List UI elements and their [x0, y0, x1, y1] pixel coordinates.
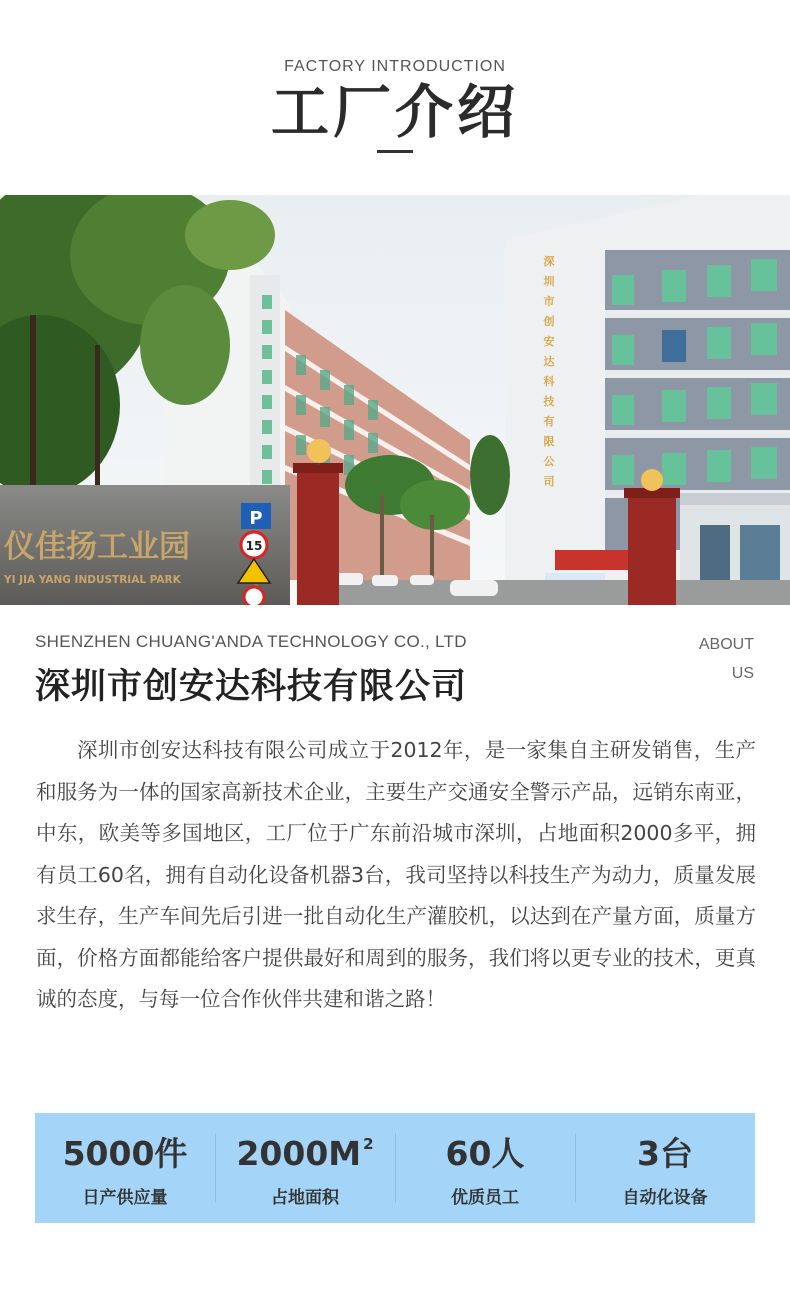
svg-text:15: 15: [245, 539, 263, 553]
svg-text:限: 限: [543, 435, 555, 448]
svg-text:科: 科: [543, 375, 555, 388]
svg-text:安: 安: [543, 335, 555, 348]
title-underline: [377, 150, 413, 153]
svg-text:创: 创: [543, 315, 555, 328]
stat-value: 2000M $^2$: [236, 1134, 374, 1173]
section-subtitle: FACTORY INTRODUCTION: [284, 58, 506, 75]
stat-value: 5000件: [62, 1134, 188, 1173]
stat-value: 3台: [637, 1134, 693, 1173]
svg-text:仪佳扬工业园: 仪佳扬工业园: [4, 529, 190, 565]
about-us-label: [684, 630, 754, 688]
svg-text:市: 市: [543, 295, 555, 308]
svg-text:深: 深: [543, 255, 555, 268]
svg-text:圳: 圳: [543, 275, 555, 288]
svg-text:司: 司: [543, 475, 555, 488]
svg-text:YI JIA YANG INDUSTRIAL PARK: YI JIA YANG INDUSTRIAL PARK: [4, 574, 181, 586]
stat-superscript: 2: [363, 1135, 374, 1153]
stat-value: 60人: [445, 1134, 525, 1173]
section-title: 工厂介绍: [270, 78, 519, 146]
stat-label: 日产供应量: [82, 1188, 168, 1208]
stat-label: 自动化设备: [622, 1188, 708, 1208]
stat-employees: [395, 1113, 575, 1223]
stat-label: 占地面积: [271, 1188, 339, 1208]
factory-photo: [0, 195, 790, 605]
stat-equipment: [575, 1113, 755, 1223]
about-us-line1: ABOUT: [698, 636, 754, 653]
svg-text:技: 技: [543, 395, 555, 408]
svg-text:公: 公: [543, 455, 555, 468]
stats-bar: [35, 1113, 755, 1223]
company-introduction: 深圳市创安达科技有限公司成立于2012年，是一家集自主研发销售，生产和服务为一体的国家高新技术企业，主要生产交通安全警示产品，远销东南亚，中东，欧美等多国地区，工厂位于广东前沿城市深圳，占地面积2000多平，拥有员工60名，拥有自动化设备机器3台，我司坚持以科技生产为动力，质量发展求生存，生产车间先后引进一批自动化生产灌胶机，以达到在产量方面，质量方面，价格方面都能给客户提供最好和周到的服务，我们将以更专业的技术，更真诚的态度，与每一位合作伙伴共建和谐之路！: [36, 738, 756, 1011]
svg-text:有: 有: [543, 415, 555, 428]
stat-label: 优质员工: [451, 1188, 519, 1208]
svg-text:P: P: [249, 508, 263, 529]
stat-daily-output: [35, 1113, 215, 1223]
company-name-cn: 深圳市创安达科技有限公司: [35, 667, 468, 707]
about-us-line2: US: [731, 665, 754, 682]
svg-text:达: 达: [543, 355, 555, 368]
company-name-en: SHENZHEN CHUANG'ANDA TECHNOLOGY CO., LTD: [35, 632, 467, 651]
stat-floor-area: [215, 1113, 395, 1223]
